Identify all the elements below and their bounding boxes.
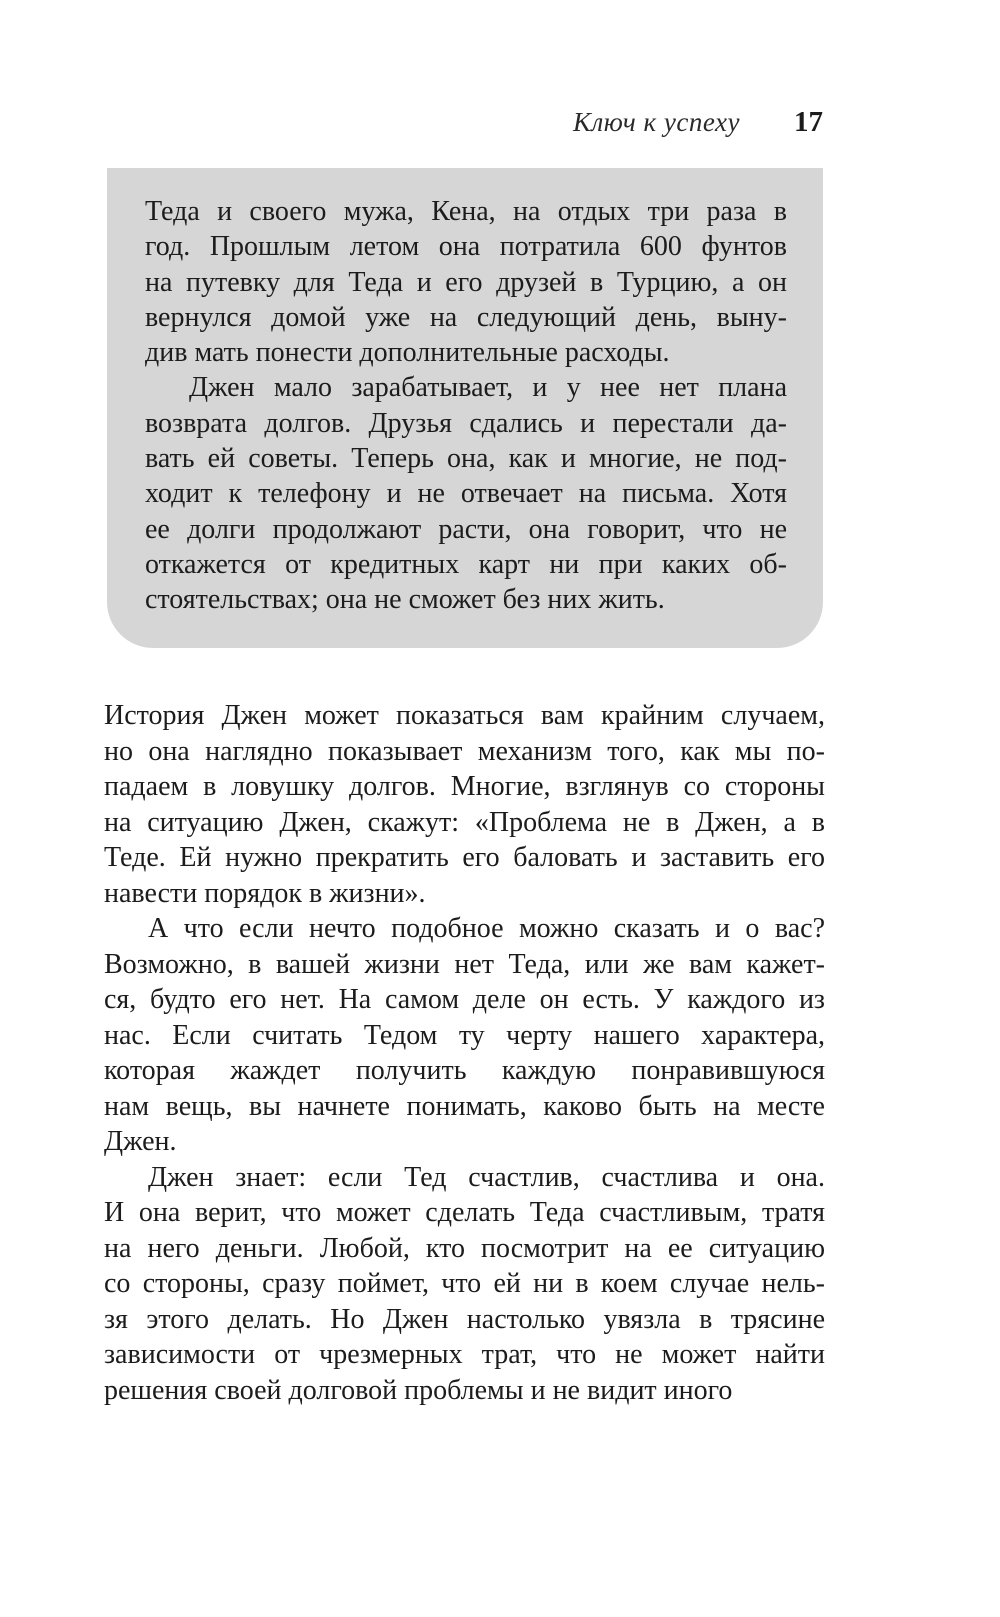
text-line: вернулся домой уже на следующий день, выну- — [145, 301, 787, 333]
text-line: ходит к телефону и не отвечает на письма. Хотя — [145, 478, 787, 510]
text-line: нас. Если считать Тедом ту черту нашего характера, — [104, 1019, 825, 1051]
paragraph — [145, 194, 787, 370]
body-text — [104, 698, 825, 1408]
text-line: но она наглядно показывает механизм того, как мы по- — [104, 735, 825, 767]
text-line: Возможно, в вашей жизни нет Теда, или же вам кажет- — [104, 948, 825, 980]
text-line: стоятельствах; она не сможет без них жить. — [145, 584, 665, 616]
text-line: Джен знает: если Тед счастлив, счастлива и она. — [148, 1161, 825, 1193]
text-line: решения своей долговой проблемы и не видит иного — [104, 1374, 733, 1406]
text-line: див мать понести дополнительные расходы. — [145, 337, 670, 369]
paragraph — [104, 1160, 825, 1409]
text-line: падаем в ловушку долгов. Многие, взглянув со стороны — [104, 771, 825, 802]
text-line: ее долги продолжают расти, она говорит, что не — [145, 513, 787, 545]
text-line: со стороны, сразу поймет, что ей ни в коем случае нель- — [104, 1268, 825, 1299]
text-line: вать ей советы. Теперь она, как и многие, не под- — [145, 443, 787, 475]
text-line: зависимости от чрезмерных трат, что не может найти — [104, 1339, 825, 1370]
text-line: возврата долгов. Друзья сдались и перестали да- — [145, 407, 787, 439]
text-line: на путевку для Теда и его друзей в Турцию, а он — [145, 266, 787, 298]
text-line: ся, будто его нет. На самом деле он есть. У каждого из — [104, 984, 825, 1015]
text-line: навести порядок в жизни». — [104, 877, 426, 909]
paragraph — [104, 911, 825, 1160]
text-line: Джен. — [104, 1126, 177, 1157]
text-line: Джен мало зарабатывает, и у нее нет плана — [189, 372, 787, 404]
running-title: Ключ к успеху — [573, 107, 740, 137]
text-line: зя этого делать. Но Джен настолько увязла в трясине — [104, 1303, 825, 1335]
callout-box — [107, 168, 823, 648]
paragraph — [145, 370, 787, 617]
text-line: Теда и своего мужа, Кена, на отдых три раза в — [145, 196, 787, 227]
text-line: на ситуацию Джен, скажут: «Проблема не в Джен, а в — [104, 806, 825, 838]
text-line: нам вещь, вы начнете понимать, каково быть на месте — [104, 1090, 825, 1122]
text-line: История Джен может показаться вам крайним случаем, — [104, 700, 825, 731]
text-line: Теде. Ей нужно прекратить его баловать и заставить его — [104, 842, 825, 873]
text-line: А что если нечто подобное можно сказать и о вас? — [148, 913, 825, 944]
text-line: год. Прошлым летом она потратила 600 фунтов — [145, 231, 787, 263]
page-number: 17 — [794, 106, 823, 138]
paragraph — [104, 698, 825, 911]
text-line: откажется от кредитных карт ни при каких об- — [145, 548, 787, 580]
text-line: которая жаждет получить каждую понравившуюся — [104, 1055, 825, 1086]
running-header — [104, 106, 823, 139]
text-line: на него деньги. Любой, кто посмотрит на ее ситуацию — [104, 1232, 825, 1264]
text-line: И она верит, что может сделать Теда счастливым, тратя — [104, 1197, 825, 1228]
